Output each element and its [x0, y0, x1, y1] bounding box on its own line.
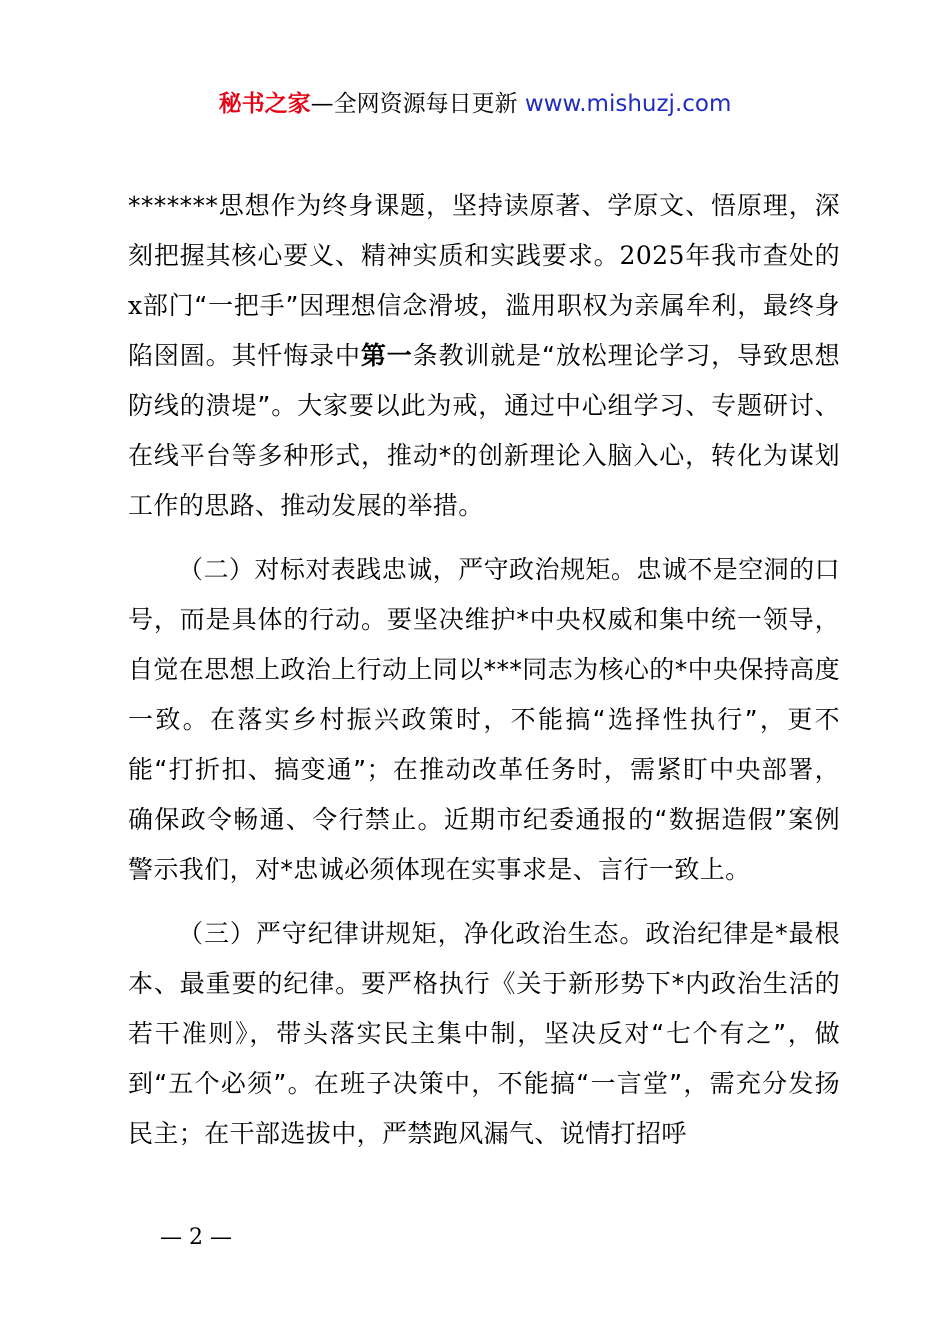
brand-name: 秘书之家 — [218, 91, 311, 117]
page-number: — 2 — — [160, 1225, 232, 1250]
paragraph-1-text-a: *******思想作为终身课题，坚持读原著、学原文、悟原理，深刻把握其核心要义、精神实质和实践要求。 — [128, 191, 840, 270]
document-body — [128, 181, 840, 1159]
site-header — [0, 86, 950, 122]
site-url-link[interactable]: www.mishuzj.com — [524, 91, 732, 117]
paragraph-1 — [128, 181, 840, 531]
paragraph-2: （二）对标对表践忠诚，严守政治规矩。忠诚不是空洞的口号，而是具体的行动。要坚决维护*中央权威和集中统一领导，自觉在思想上政治上行动上同以***同志为核心的*中央保持高度一致。在落实乡村振兴政策时，不能搞“选择性执行”，更不能“打折扣、搞变通”；在推动改革任务时，需紧盯中央部署，确保政令畅通、令行禁止。近期市纪委通报的“数据造假”案例警示我们，对*忠诚必须体现在实事求是、言行一致上。 — [128, 555, 841, 884]
paragraph-1-text-c: 年我市查处的 — [684, 241, 841, 270]
year-number: 2025 — [619, 241, 685, 270]
paragraph-3: （三）严守纪律讲规矩，净化政治生态。政治纪律是*最根本、最重要的纪律。要严格执行《关于新形势下*内政治生活的若干准则》，带头落实民主集中制，坚决反对“七个有之”，做到“五个必须”。在班子决策中，不能搞“一言堂”，需充分发扬民主；在干部选拔中，严禁跑风漏气、说情打招呼 — [128, 919, 840, 1148]
paragraph-1-text-e: 部门“一把手”因理想信念滑坡，滥用职权为亲属牟利，最终身陷囹圄。其忏悔录中 — [128, 291, 840, 370]
department-placeholder: x — [128, 291, 143, 320]
header-slogan: —全网资源每日更新 — [310, 91, 525, 117]
paragraph-1-text-g: 条教训就是“放松理论学习，导致思想防线的溃堤”。大家要以此为戒，通过中心组学习、专题研讨、在线平台等多种形式，推动*的创新理论入脑入心，转化为谋划工作的思路、推动发展的举措。 — [128, 341, 840, 520]
bold-emphasis: 第一 — [360, 341, 413, 370]
